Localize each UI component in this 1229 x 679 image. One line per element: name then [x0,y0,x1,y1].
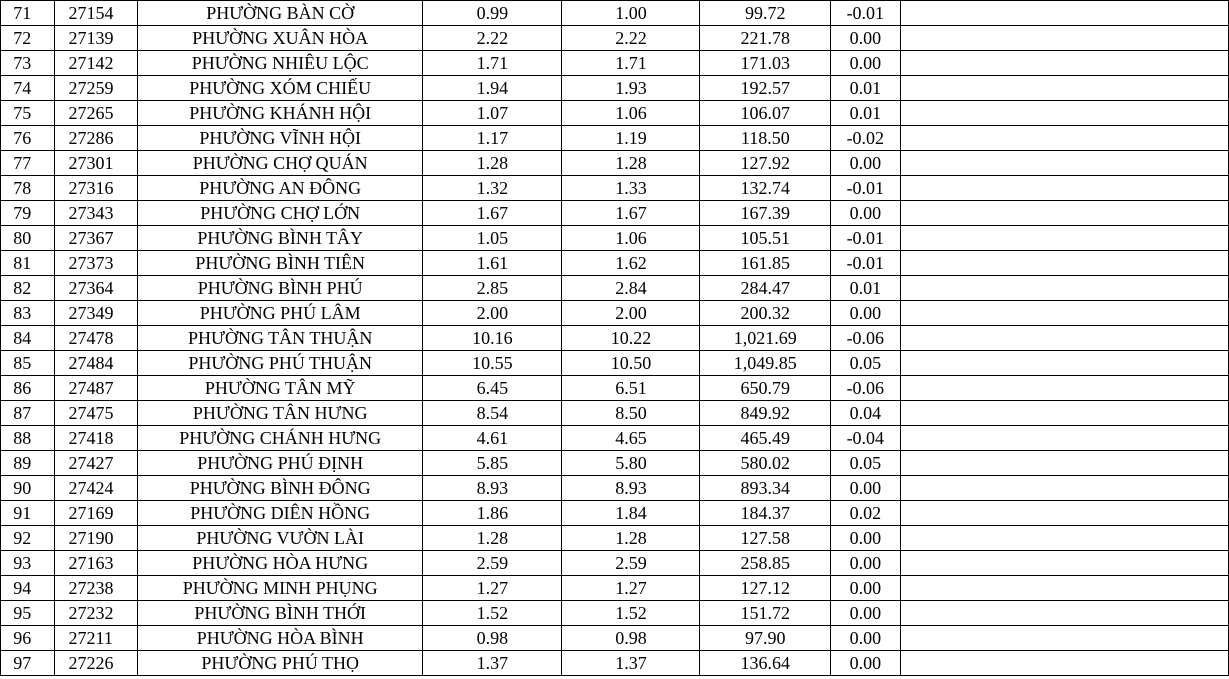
value-1-cell: 10.16 [423,326,562,351]
table-row [1,551,1229,576]
value-2-cell: 8.50 [562,401,700,426]
ward-code-cell: 27484 [54,351,138,376]
row-number-cell: 91 [1,501,55,526]
table-row [1,476,1229,501]
row-number-cell: 73 [1,51,55,76]
empty-cell [900,51,1229,76]
row-number-cell: 78 [1,176,55,201]
ward-name-cell: PHƯỜNG CHỢ LỚN [138,201,423,226]
value-3-cell: 106.07 [700,101,831,126]
ward-name-cell: PHƯỜNG VƯỜN LÀI [138,526,423,551]
table-row [1,101,1229,126]
value-3-cell: 284.47 [700,276,831,301]
row-number-cell: 75 [1,101,55,126]
value-2-cell: 2.22 [562,26,700,51]
ward-code-cell: 27349 [54,301,138,326]
value-2-cell: 1.93 [562,76,700,101]
value-3-cell: 99.72 [700,1,831,26]
value-2-cell: 10.50 [562,351,700,376]
value-3-cell: 200.32 [700,301,831,326]
value-2-cell: 1.06 [562,101,700,126]
value-2-cell: 1.71 [562,51,700,76]
value-3-cell: 167.39 [700,201,831,226]
difference-cell: 0.01 [831,76,900,101]
table-row [1,276,1229,301]
empty-cell [900,351,1229,376]
value-1-cell: 1.94 [423,76,562,101]
value-3-cell: 1,049.85 [700,351,831,376]
ward-code-cell: 27367 [54,226,138,251]
value-2-cell: 5.80 [562,451,700,476]
value-2-cell: 1.06 [562,226,700,251]
value-3-cell: 127.12 [700,576,831,601]
empty-cell [900,476,1229,501]
table-row [1,601,1229,626]
row-number-cell: 82 [1,276,55,301]
value-2-cell: 1.67 [562,201,700,226]
table-row [1,1,1229,26]
ward-name-cell: PHƯỜNG BÌNH ĐÔNG [138,476,423,501]
value-1-cell: 2.59 [423,551,562,576]
value-3-cell: 192.57 [700,76,831,101]
value-2-cell: 8.93 [562,476,700,501]
difference-cell: -0.06 [831,376,900,401]
empty-cell [900,601,1229,626]
ward-code-cell: 27238 [54,576,138,601]
difference-cell: -0.01 [831,226,900,251]
ward-code-cell: 27154 [54,1,138,26]
ward-code-cell: 27190 [54,526,138,551]
ward-code-cell: 27316 [54,176,138,201]
table-row [1,226,1229,251]
ward-name-cell: PHƯỜNG CHÁNH HƯNG [138,426,423,451]
difference-cell: 0.00 [831,601,900,626]
table-row [1,451,1229,476]
difference-cell: 0.04 [831,401,900,426]
difference-cell: -0.04 [831,426,900,451]
ward-name-cell: PHƯỜNG BÀN CỜ [138,1,423,26]
ward-name-cell: PHƯỜNG NHIÊU LỘC [138,51,423,76]
value-2-cell: 0.98 [562,626,700,651]
ward-name-cell: PHƯỜNG TÂN THUẬN [138,326,423,351]
row-number-cell: 96 [1,626,55,651]
value-1-cell: 2.22 [423,26,562,51]
value-1-cell: 1.05 [423,226,562,251]
difference-cell: 0.00 [831,51,900,76]
value-3-cell: 650.79 [700,376,831,401]
value-3-cell: 151.72 [700,601,831,626]
empty-cell [900,176,1229,201]
table-row [1,301,1229,326]
difference-cell: 0.00 [831,151,900,176]
value-3-cell: 136.64 [700,651,831,676]
row-number-cell: 72 [1,26,55,51]
value-1-cell: 1.17 [423,126,562,151]
table-row [1,176,1229,201]
empty-cell [900,501,1229,526]
empty-cell [900,76,1229,101]
value-3-cell: 97.90 [700,626,831,651]
value-2-cell: 2.84 [562,276,700,301]
row-number-cell: 93 [1,551,55,576]
value-1-cell: 1.07 [423,101,562,126]
value-2-cell: 1.28 [562,151,700,176]
difference-cell: 0.00 [831,201,900,226]
difference-cell: 0.05 [831,351,900,376]
ward-code-cell: 27364 [54,276,138,301]
empty-cell [900,551,1229,576]
table-row [1,626,1229,651]
value-3-cell: 127.92 [700,151,831,176]
ward-name-cell: PHƯỜNG BÌNH THỚI [138,601,423,626]
ward-name-cell: PHƯỜNG VĨNH HỘI [138,126,423,151]
value-2-cell: 10.22 [562,326,700,351]
table-row [1,401,1229,426]
ward-code-cell: 27265 [54,101,138,126]
difference-cell: -0.06 [831,326,900,351]
empty-cell [900,301,1229,326]
row-number-cell: 97 [1,651,55,676]
difference-cell: 0.00 [831,526,900,551]
value-1-cell: 8.54 [423,401,562,426]
row-number-cell: 83 [1,301,55,326]
value-2-cell: 2.59 [562,551,700,576]
row-number-cell: 86 [1,376,55,401]
value-2-cell: 1.28 [562,526,700,551]
empty-cell [900,401,1229,426]
ward-name-cell: PHƯỜNG DIÊN HỒNG [138,501,423,526]
difference-cell: 0.05 [831,451,900,476]
ward-name-cell: PHƯỜNG CHỢ QUÁN [138,151,423,176]
row-number-cell: 81 [1,251,55,276]
difference-cell: 0.00 [831,626,900,651]
value-3-cell: 893.34 [700,476,831,501]
ward-name-cell: PHƯỜNG PHÚ THUẬN [138,351,423,376]
empty-cell [900,201,1229,226]
ward-name-cell: PHƯỜNG HÒA BÌNH [138,626,423,651]
difference-cell: -0.01 [831,251,900,276]
empty-cell [900,626,1229,651]
table-row [1,501,1229,526]
empty-cell [900,326,1229,351]
row-number-cell: 79 [1,201,55,226]
ward-name-cell: PHƯỜNG HÒA HƯNG [138,551,423,576]
ward-code-cell: 27259 [54,76,138,101]
empty-cell [900,101,1229,126]
value-1-cell: 1.37 [423,651,562,676]
value-3-cell: 171.03 [700,51,831,76]
row-number-cell: 87 [1,401,55,426]
table-row [1,376,1229,401]
difference-cell: -0.01 [831,176,900,201]
value-2-cell: 1.52 [562,601,700,626]
ward-name-cell: PHƯỜNG KHÁNH HỘI [138,101,423,126]
value-1-cell: 10.55 [423,351,562,376]
ward-name-cell: PHƯỜNG AN ĐÔNG [138,176,423,201]
value-1-cell: 4.61 [423,426,562,451]
value-2-cell: 1.84 [562,501,700,526]
value-1-cell: 1.27 [423,576,562,601]
value-1-cell: 1.28 [423,151,562,176]
row-number-cell: 74 [1,76,55,101]
value-1-cell: 2.00 [423,301,562,326]
ward-code-cell: 27487 [54,376,138,401]
ward-name-cell: PHƯỜNG XUÂN HÒA [138,26,423,51]
value-3-cell: 118.50 [700,126,831,151]
empty-cell [900,26,1229,51]
ward-name-cell: PHƯỜNG BÌNH PHÚ [138,276,423,301]
value-1-cell: 1.67 [423,201,562,226]
value-1-cell: 0.99 [423,1,562,26]
value-2-cell: 2.00 [562,301,700,326]
ward-name-cell: PHƯỜNG PHÚ THỌ [138,651,423,676]
table-row [1,51,1229,76]
empty-cell [900,1,1229,26]
ward-code-cell: 27211 [54,626,138,651]
difference-cell: -0.01 [831,1,900,26]
table-row [1,151,1229,176]
empty-cell [900,526,1229,551]
ward-code-cell: 27232 [54,601,138,626]
ward-name-cell: PHƯỜNG TÂN HƯNG [138,401,423,426]
ward-code-cell: 27301 [54,151,138,176]
row-number-cell: 95 [1,601,55,626]
table-row [1,201,1229,226]
table-row [1,576,1229,601]
value-2-cell: 1.33 [562,176,700,201]
ward-name-cell: PHƯỜNG PHÚ LÂM [138,301,423,326]
ward-code-cell: 27286 [54,126,138,151]
difference-cell: 0.00 [831,576,900,601]
difference-cell: 0.00 [831,301,900,326]
ward-code-cell: 27163 [54,551,138,576]
value-2-cell: 1.19 [562,126,700,151]
ward-code-cell: 27427 [54,451,138,476]
value-3-cell: 127.58 [700,526,831,551]
value-1-cell: 1.32 [423,176,562,201]
difference-cell: 0.00 [831,476,900,501]
row-number-cell: 89 [1,451,55,476]
empty-cell [900,651,1229,676]
table-row [1,326,1229,351]
empty-cell [900,276,1229,301]
ward-code-cell: 27142 [54,51,138,76]
value-1-cell: 1.86 [423,501,562,526]
table-row [1,76,1229,101]
value-1-cell: 0.98 [423,626,562,651]
value-2-cell: 1.27 [562,576,700,601]
row-number-cell: 90 [1,476,55,501]
table-row [1,426,1229,451]
ward-code-cell: 27169 [54,501,138,526]
value-2-cell: 6.51 [562,376,700,401]
row-number-cell: 76 [1,126,55,151]
row-number-cell: 92 [1,526,55,551]
empty-cell [900,226,1229,251]
value-2-cell: 1.62 [562,251,700,276]
row-number-cell: 80 [1,226,55,251]
difference-cell: 0.02 [831,501,900,526]
value-3-cell: 465.49 [700,426,831,451]
value-1-cell: 8.93 [423,476,562,501]
value-3-cell: 258.85 [700,551,831,576]
table-body [1,1,1229,676]
ward-name-cell: PHƯỜNG XÓM CHIẾU [138,76,423,101]
row-number-cell: 94 [1,576,55,601]
difference-cell: 0.00 [831,551,900,576]
row-number-cell: 88 [1,426,55,451]
value-3-cell: 580.02 [700,451,831,476]
value-2-cell: 4.65 [562,426,700,451]
empty-cell [900,576,1229,601]
ward-code-cell: 27424 [54,476,138,501]
ward-code-cell: 27226 [54,651,138,676]
table-row [1,351,1229,376]
value-2-cell: 1.37 [562,651,700,676]
ward-name-cell: PHƯỜNG BÌNH TÂY [138,226,423,251]
ward-name-cell: PHƯỜNG BÌNH TIÊN [138,251,423,276]
row-number-cell: 84 [1,326,55,351]
value-1-cell: 6.45 [423,376,562,401]
row-number-cell: 85 [1,351,55,376]
ward-code-cell: 27343 [54,201,138,226]
ward-code-cell: 27478 [54,326,138,351]
ward-name-cell: PHƯỜNG TÂN MỸ [138,376,423,401]
ward-name-cell: PHƯỜNG PHÚ ĐỊNH [138,451,423,476]
value-1-cell: 5.85 [423,451,562,476]
ward-code-cell: 27373 [54,251,138,276]
difference-cell: 0.00 [831,651,900,676]
value-1-cell: 1.71 [423,51,562,76]
value-3-cell: 105.51 [700,226,831,251]
difference-cell: -0.02 [831,126,900,151]
value-1-cell: 1.28 [423,526,562,551]
table-row [1,26,1229,51]
value-1-cell: 2.85 [423,276,562,301]
empty-cell [900,151,1229,176]
empty-cell [900,451,1229,476]
ward-code-cell: 27418 [54,426,138,451]
ward-name-cell: PHƯỜNG MINH PHỤNG [138,576,423,601]
value-3-cell: 184.37 [700,501,831,526]
value-3-cell: 849.92 [700,401,831,426]
value-1-cell: 1.52 [423,601,562,626]
value-3-cell: 161.85 [700,251,831,276]
table-row [1,526,1229,551]
table-row [1,126,1229,151]
table-row [1,651,1229,676]
row-number-cell: 77 [1,151,55,176]
value-3-cell: 132.74 [700,176,831,201]
empty-cell [900,126,1229,151]
value-3-cell: 1,021.69 [700,326,831,351]
value-2-cell: 1.00 [562,1,700,26]
difference-cell: 0.00 [831,26,900,51]
row-number-cell: 71 [1,1,55,26]
empty-cell [900,251,1229,276]
ward-code-cell: 27139 [54,26,138,51]
value-3-cell: 221.78 [700,26,831,51]
empty-cell [900,426,1229,451]
difference-cell: 0.01 [831,276,900,301]
value-1-cell: 1.61 [423,251,562,276]
difference-cell: 0.01 [831,101,900,126]
table-row [1,251,1229,276]
empty-cell [900,376,1229,401]
ward-code-cell: 27475 [54,401,138,426]
